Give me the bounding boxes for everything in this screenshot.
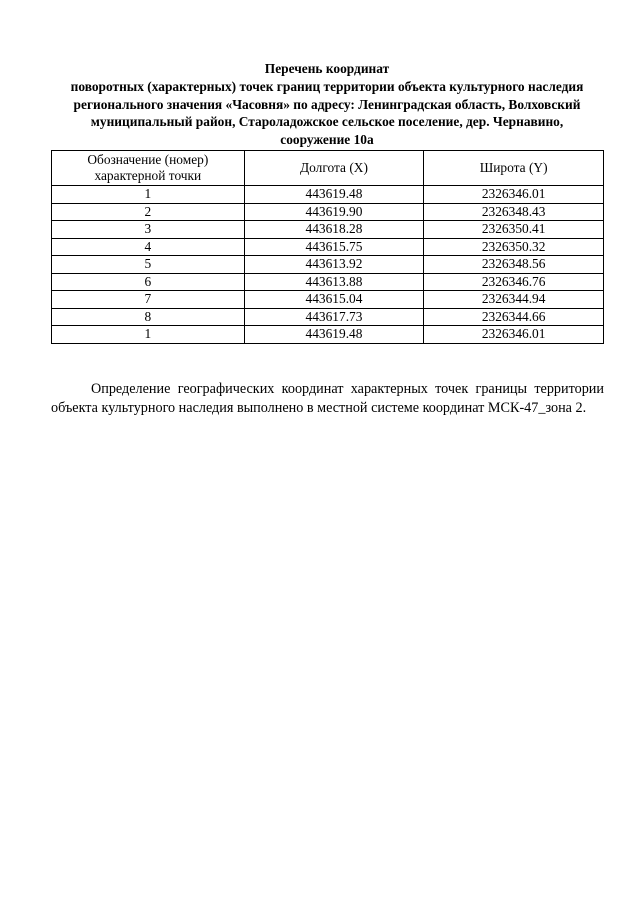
cell-point: 6 [52,273,245,291]
coordinate-system-note: Определение географических координат характерных точек границы территории объекта культурного наследия выполнено в местной системе координат МСК-47_зона 2. [51,381,604,416]
cell-y: 2326344.66 [424,308,604,326]
table-row [52,238,604,256]
table-body [52,186,604,344]
cell-point: 1 [52,186,245,204]
cell-x: 443619.90 [244,203,424,221]
cell-y: 2326346.01 [424,186,604,204]
header-point-number: Обозначение (номер) характерной точки [52,151,245,186]
title-line: муниципальный район, Староладожское сельское поселение, дер. Чернавино, [90,114,564,130]
header-latitude: Широта (Y) [424,151,604,186]
table-row [52,273,604,291]
cell-point: 8 [52,308,245,326]
cell-x: 443615.75 [244,238,424,256]
cell-x: 443619.48 [244,186,424,204]
table-row [52,291,604,309]
cell-x: 443618.28 [244,221,424,239]
cell-x: 443617.73 [244,308,424,326]
title-line: регионального значения «Часовня» по адресу: Ленинградская область, Волховский [73,96,581,112]
cell-y: 2326350.32 [424,238,604,256]
table-row [52,186,604,204]
cell-point: 2 [52,203,245,221]
table-row [52,221,604,239]
cell-x: 443613.92 [244,256,424,274]
header-longitude: Долгота (X) [244,151,424,186]
table-row [52,308,604,326]
cell-point: 7 [52,291,245,309]
cell-x: 443615.04 [244,291,424,309]
table-row [52,256,604,274]
cell-point: 5 [52,256,245,274]
cell-y: 2326346.76 [424,273,604,291]
cell-y: 2326348.56 [424,256,604,274]
cell-y: 2326350.41 [424,221,604,239]
cell-y: 2326344.94 [424,291,604,309]
cell-x: 443613.88 [244,273,424,291]
cell-point: 3 [52,221,245,239]
cell-point: 4 [52,238,245,256]
table-header-row [52,151,604,186]
cell-y: 2326346.01 [424,326,604,344]
cell-x: 443619.48 [244,326,424,344]
title-line: сооружение 10а [280,132,374,148]
title-line: поворотных (характерных) точек границ территории объекта культурного наследия [70,78,584,94]
title-line: Перечень координат [264,61,390,76]
cell-y: 2326348.43 [424,203,604,221]
table-row [52,326,604,344]
table-header [52,151,604,186]
document-title [40,60,614,149]
cell-point: 1 [52,326,245,344]
coordinates-table [51,150,604,344]
table-row [52,203,604,221]
